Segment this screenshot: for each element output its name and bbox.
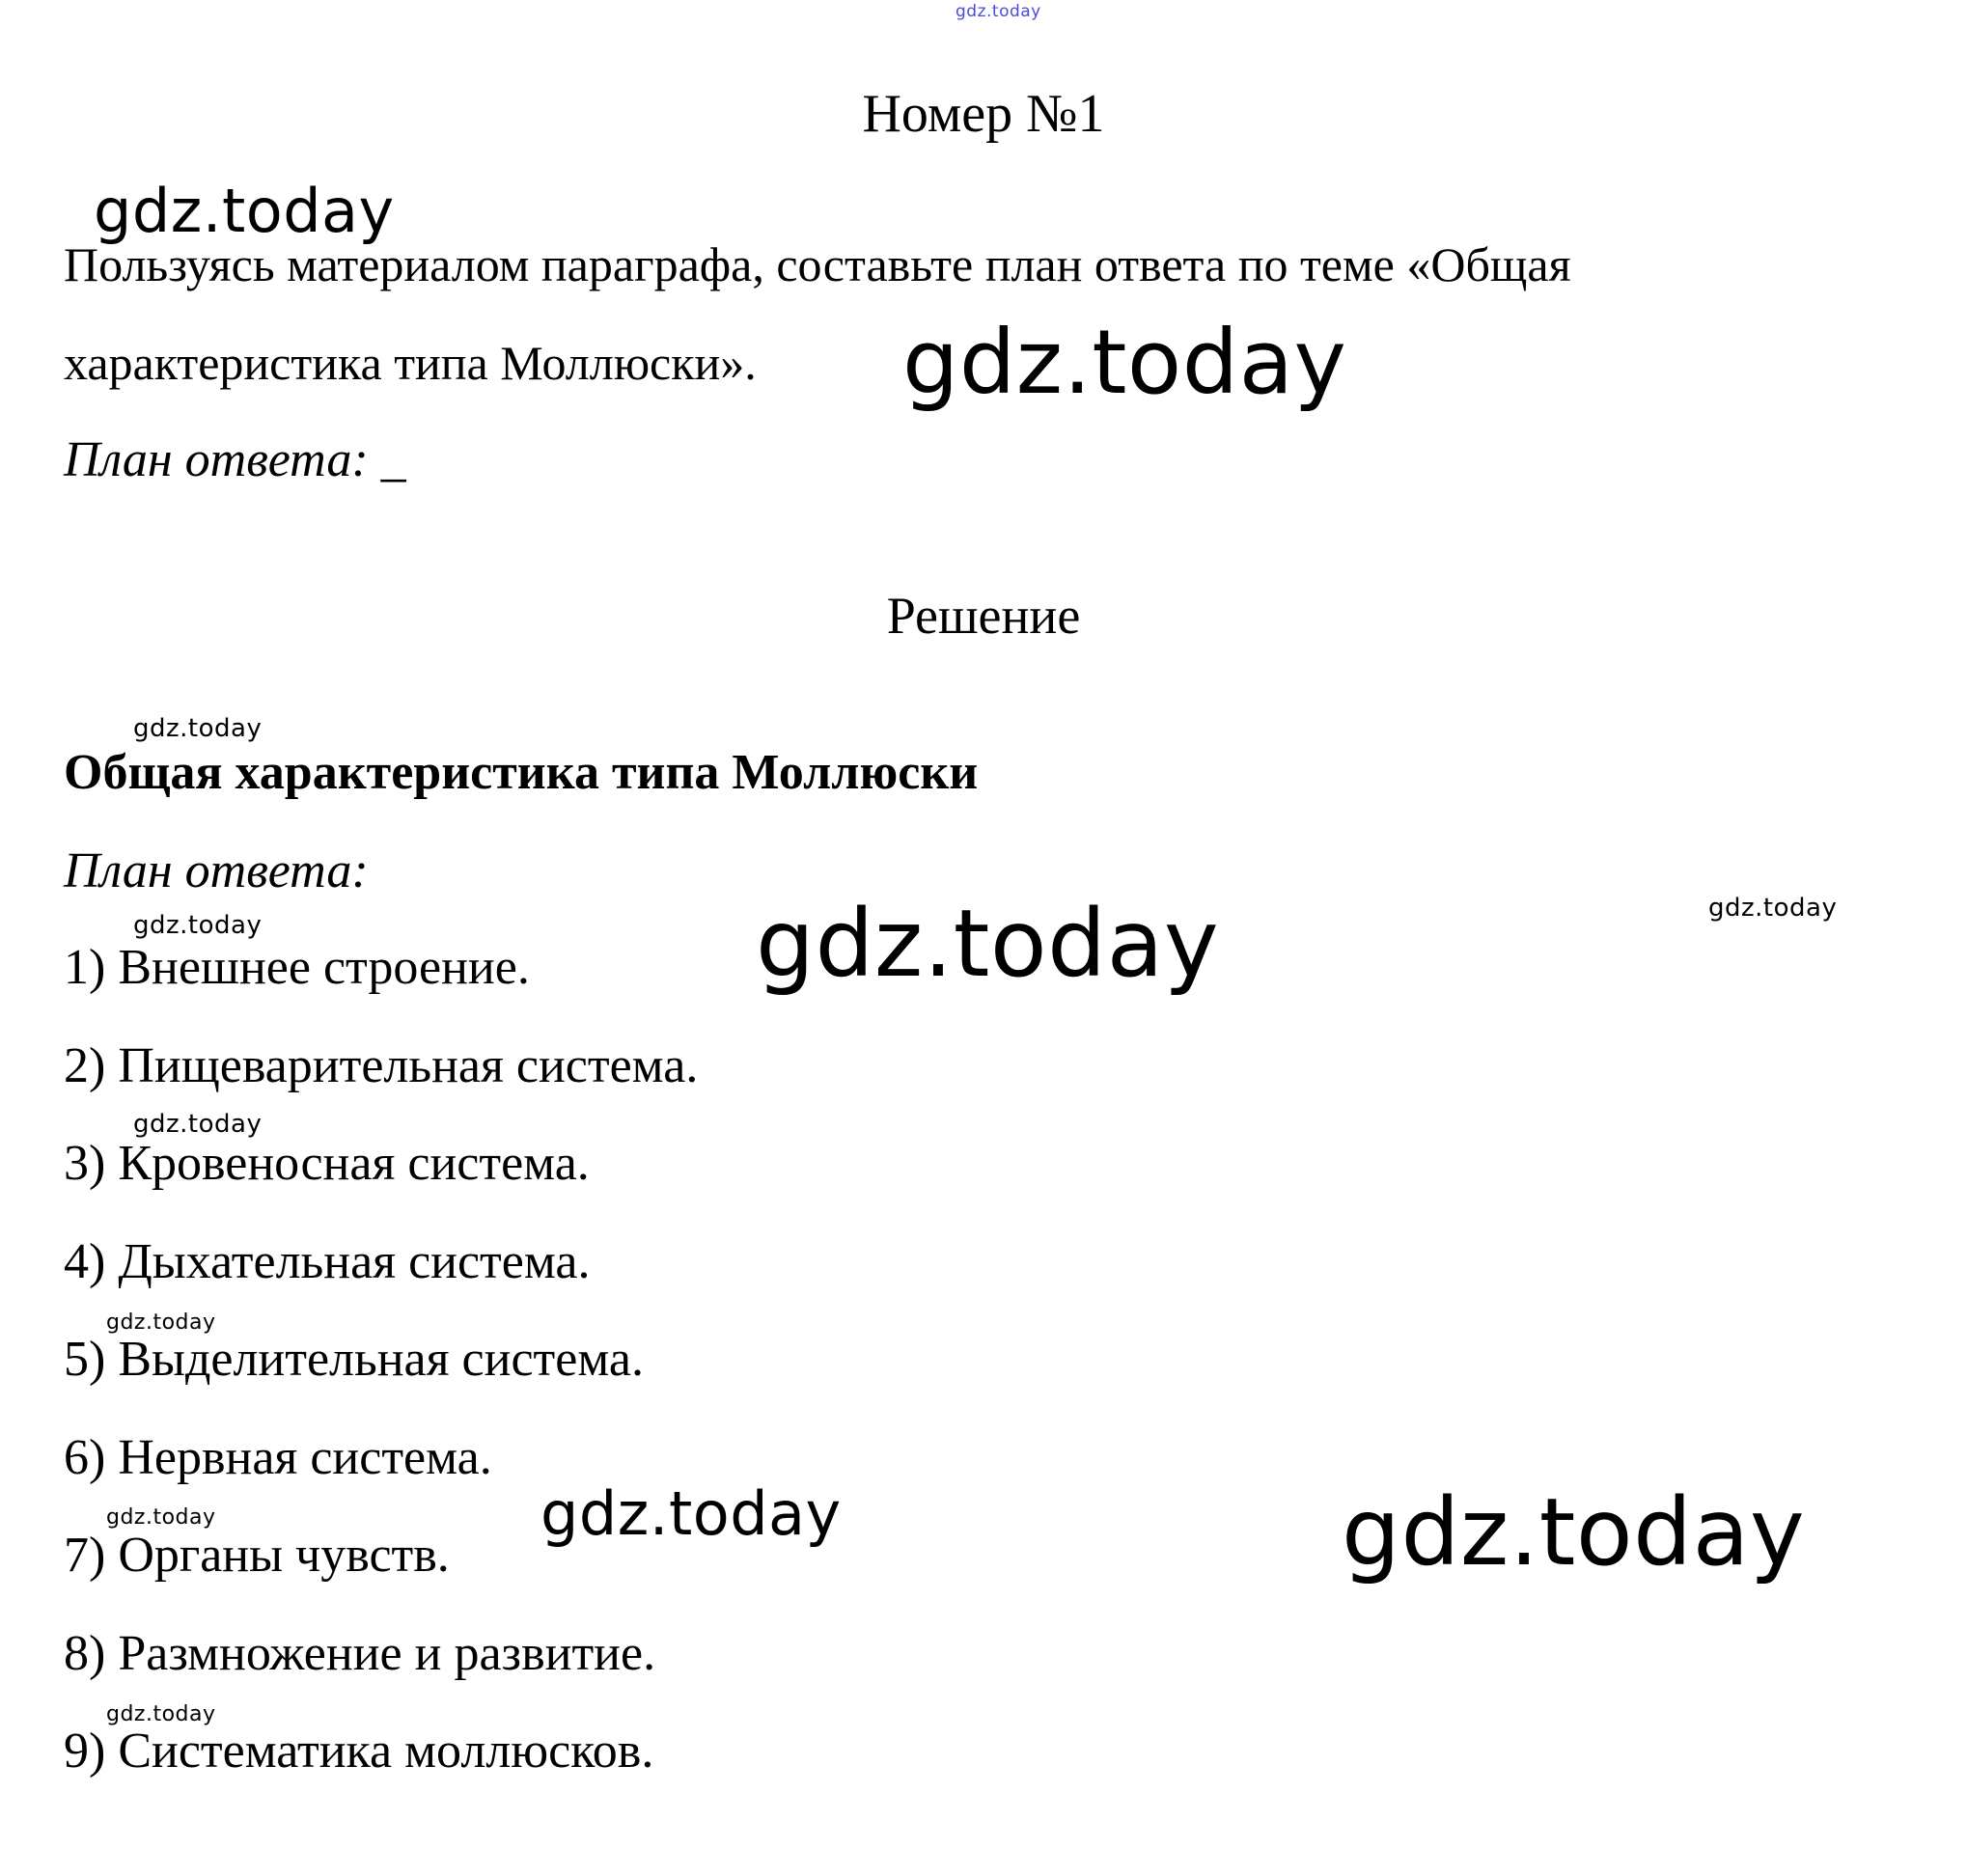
watermark: gdz.today: [106, 1310, 216, 1335]
watermark: gdz.today: [540, 1478, 842, 1549]
watermark: gdz.today: [1708, 894, 1838, 923]
plan-item: 9) Систематика моллюсков.: [64, 1724, 654, 1779]
plan-item: 3) Кровеносная система.: [64, 1136, 590, 1191]
solution-plan-label: План ответа:: [64, 843, 369, 898]
watermark: gdz.today: [956, 2, 1041, 21]
watermark: gdz.today: [1342, 1478, 1806, 1586]
solution-title: Решение: [886, 587, 1081, 645]
plan-item: 7) Органы чувств.: [64, 1528, 450, 1583]
page-title: Номер №1: [862, 84, 1105, 144]
watermark: gdz.today: [133, 714, 263, 743]
watermark: gdz.today: [106, 1702, 216, 1726]
watermark: gdz.today: [106, 1505, 216, 1530]
plan-item: 1) Внешнее строение.: [64, 940, 530, 995]
task-plan-label: План ответа: _: [64, 432, 406, 487]
watermark: gdz.today: [133, 1110, 263, 1139]
plan-item: 2) Пищеварительная система.: [64, 1038, 699, 1093]
watermark: gdz.today: [756, 890, 1220, 998]
watermark: gdz.today: [902, 311, 1347, 414]
plan-item: 8) Размножение и развитие.: [64, 1626, 656, 1681]
plan-item: 5) Выделительная система.: [64, 1332, 644, 1387]
plan-item: 4) Дыхательная система.: [64, 1234, 591, 1289]
watermark: gdz.today: [94, 176, 395, 246]
plan-item: 6) Нервная система.: [64, 1430, 492, 1485]
watermark: gdz.today: [133, 911, 263, 940]
solution-heading: Общая характеристика типа Моллюски: [64, 745, 979, 800]
task-text-line-2: характеристика типа Моллюски».: [64, 336, 757, 390]
task-text-line-1: Пользуясь материалом параграфа, составьте план ответа по теме «Общая: [64, 237, 1571, 291]
